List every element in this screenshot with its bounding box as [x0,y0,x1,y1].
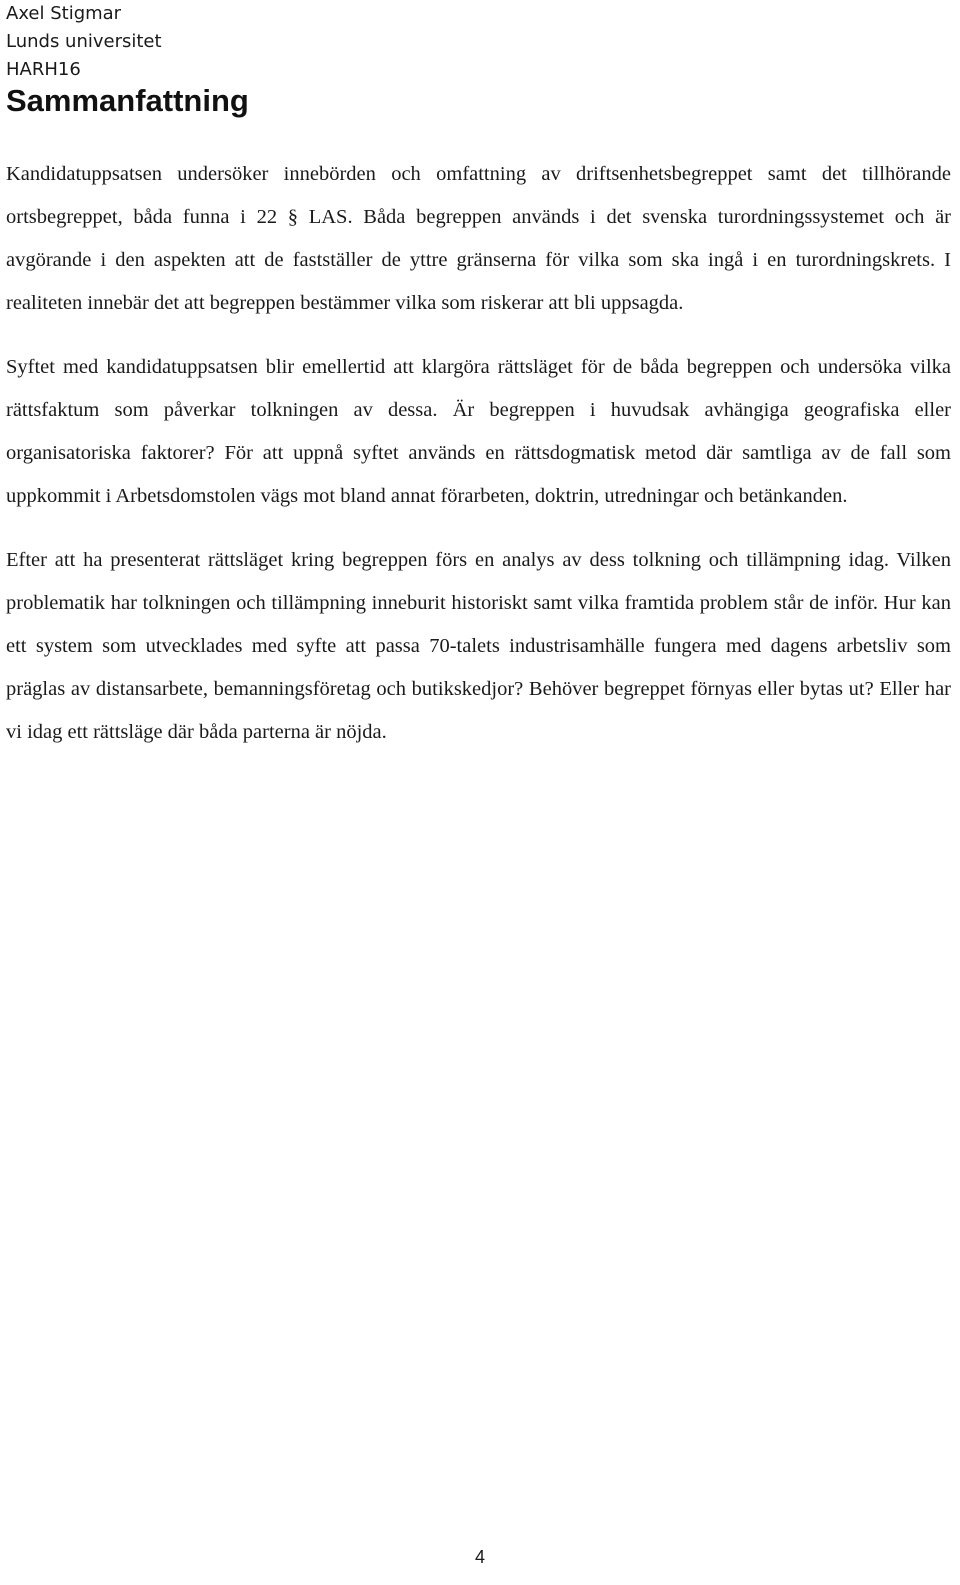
paragraph-1: Kandidatuppsatsen undersöker innebörden och omfattning av driftsenhetsbegreppet samt det tillhörande ortsbegreppet, båda funna i 22 § LAS. Båda begreppen används i det svenska turordningssystemet och är avgörande i den aspekten att de fastställer de yttre gränserna för vilka som ska ingå i en turordningskrets. I realiteten innebär det att begreppen bestämmer vilka som riskerar att bli uppsagda. [6,163,951,314]
header-author: Axel Stigmar [6,3,122,24]
summary-body [6,153,951,775]
header-university: Lunds universitet [6,31,162,52]
paragraph-2: Syftet med kandidatuppsatsen blir emellertid att klargöra rättsläget för de båda begreppen och undersöka vilka rättsfaktum som påverkar tolkningen av dessa. Är begreppen i huvudsak avhängiga geografiska eller organisatoriska faktorer? För att uppnå syftet används en rättsdogmatisk metod där samtliga av de fall som uppkommit i Arbetsdomstolen vägs mot bland annat förarbeten, doktrin, utredningar och betänkanden. [6,356,951,507]
running-header [6,0,162,84]
paragraph-3: Efter att ha presenterat rättsläget kring begreppen förs en analys av dess tolkning och tillämpning idag. Vilken problematik har tolkningen och tillämpning inneburit historiskt samt vilka framtida problem står de inför. Hur kan ett system som utvecklades med syfte att passa 70-talets industrisamhälle fungera med dagens arbetsliv som präglas av distansarbete, bemanningsföretag och butikskedjor? Behöver begreppet förnyas eller bytas ut? Eller har vi idag ett rättsläge där båda parterna är nöjda. [6,549,951,743]
page-title: Sammanfattning [6,83,249,118]
header-course: HARH16 [6,59,81,80]
page-number: 4 [474,1547,485,1567]
